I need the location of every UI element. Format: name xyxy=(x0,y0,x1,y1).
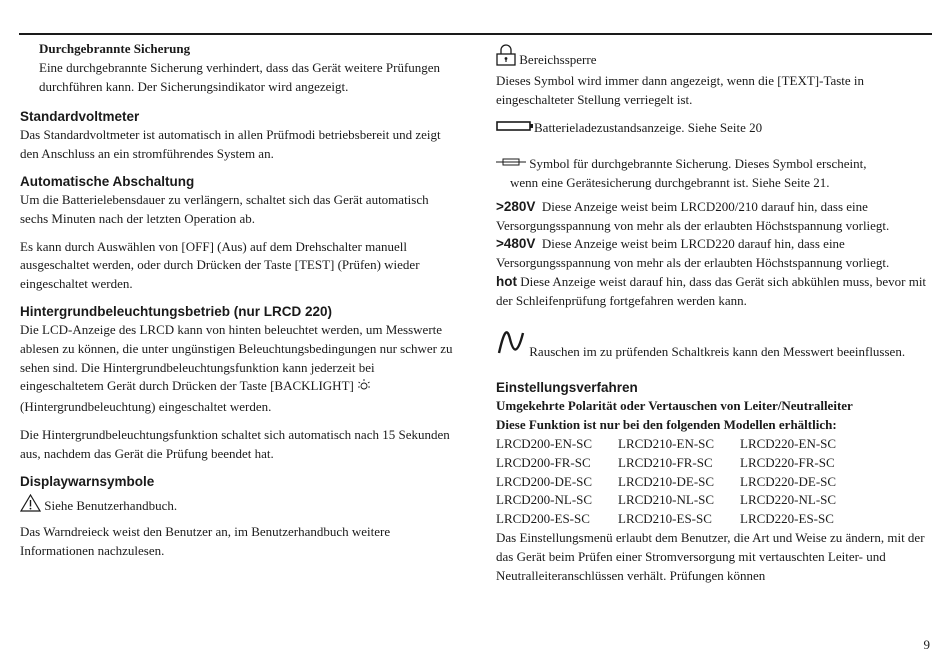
model-cell: LRCD200-DE-SC xyxy=(496,473,593,489)
model-cell: LRCD220-NL-SC xyxy=(740,492,837,508)
model-cell: LRCD220-DE-SC xyxy=(740,473,837,489)
manual-text: Siehe Benutzerhandbuch. xyxy=(44,497,178,513)
v280-paragraph xyxy=(496,198,932,236)
hot-tag: hot xyxy=(496,273,517,289)
model-cell: LRCD200-FR-SC xyxy=(496,454,591,470)
page-number: 9 xyxy=(923,637,930,652)
fuse-section-title: Durchgebrannte Sicherung xyxy=(39,41,191,56)
auto-off-text-2: Es kann durch Auswählen von [OFF] (Aus) auf dem Drehschalter manuell ausgeschaltet werden, oder durch Drücken der Taste [TEST] (Prüfen) wieder eingeschaltet werden. xyxy=(20,238,420,292)
hot-paragraph xyxy=(496,273,932,311)
standard-voltmeter-text: Das Standardvoltmeter ist automatisch in allen Prüfmodi betriebsbereit und zeigt den Anschluss an ein stromführendes System an. xyxy=(20,127,441,162)
model-cell: LRCD210-DE-SC xyxy=(618,473,715,489)
model-cell: LRCD200-NL-SC xyxy=(496,492,593,508)
model-cell: LRCD220-FR-SC xyxy=(740,454,835,470)
fuse-icon xyxy=(496,153,526,172)
fuse-symbol-text: Symbol für durchgebrannte Sicherung. Dieses Symbol erscheint, xyxy=(529,156,867,172)
backlight-text-1 xyxy=(20,321,458,417)
backlight-icon xyxy=(357,378,371,398)
model-cell: LRCD210-EN-SC xyxy=(618,435,715,451)
model-cell: LRCD210-NL-SC xyxy=(618,492,715,508)
backlight-heading: Hintergrundbeleuchtungsbetrieb (nur LRCD 220) xyxy=(20,303,333,319)
model-cell: LRCD200-ES-SC xyxy=(496,511,590,527)
noise-wave-icon xyxy=(496,327,526,363)
fuse-symbol-text-2: wenn eine Gerätesicherung durchgebrannt ist. Siehe Seite 21. xyxy=(510,174,830,190)
setup-sub-2: Diese Funktion ist nur bei den folgenden Modellen erhältlich: xyxy=(496,417,837,433)
battery-text: Batterieladezustandsanzeige. Siehe Seite 20 xyxy=(534,120,763,136)
standard-voltmeter-heading: Standardvoltmeter xyxy=(20,109,140,125)
noise-line xyxy=(496,327,932,363)
auto-off-text-1: Um die Batterielebensdauer zu verlängern, schaltet sich das Gerät automatisch sechs Minuten nach der letzten Operation ab. xyxy=(20,191,429,226)
model-cell: LRCD210-FR-SC xyxy=(618,454,713,470)
hot-text: Diese Anzeige weist darauf hin, dass das Gerät sich abkühlen muss, bevor mit der Schleifenprüfung fortgefahren werden kann. xyxy=(496,273,927,308)
setup-text: Das Einstellungsmenü erlaubt dem Benutzer, die Art und Weise zu ändern, mit der das Gerät beim Prüfen einer Stromversorgung mit vertauschten Leiter- und Neutralleiteranschlüssen verhält. Prüfungen können xyxy=(496,529,925,583)
left-column xyxy=(20,40,458,561)
model-cell: LRCD220-ES-SC xyxy=(740,511,834,527)
backlight-text-2: Die Hintergrundbeleuchtungsfunktion schaltet sich automatisch nach 15 Sekunden aus, nachdem das Gerät die Prüfung beendet hat. xyxy=(20,426,450,461)
battery-icon xyxy=(496,118,534,137)
warning-triangle-icon xyxy=(20,494,41,518)
model-cell: LRCD200-EN-SC xyxy=(496,435,593,451)
lock-line xyxy=(496,44,932,72)
battery-line xyxy=(496,118,932,138)
model-cell: LRCD210-ES-SC xyxy=(618,511,712,527)
padlock-icon xyxy=(496,44,516,72)
top-rule xyxy=(19,33,932,35)
v480-tag: >480V xyxy=(496,236,536,252)
models-table xyxy=(496,435,932,529)
right-column xyxy=(496,44,932,585)
noise-text: Rauschen im zu prüfenden Schaltkreis kann den Messwert beeinflussen. xyxy=(529,343,906,359)
v480-paragraph xyxy=(496,235,932,273)
backlight-text-1b: (Hintergrundbeleuchtung) eingeschaltet werden. xyxy=(20,399,272,415)
setup-sub-1: Umgekehrte Polarität oder Vertauschen von Leiter/Neutralleiter xyxy=(496,398,853,414)
model-cell: LRCD220-EN-SC xyxy=(740,435,837,451)
display-warnings-heading: Displaywarnsymbole xyxy=(20,473,155,489)
v280-tag: >280V xyxy=(496,198,536,214)
v480-text: Diese Anzeige weist beim LRCD220 darauf hin, dass eine Versorgungsspannung von mehr als der erlaubten Höchstspannung vorliegt. xyxy=(496,236,890,271)
lock-text: Dieses Symbol wird immer dann angezeigt, wenn die [TEXT]-Taste in eingeschalteter Stellung verriegelt ist. xyxy=(496,72,865,107)
auto-off-heading: Automatische Abschaltung xyxy=(20,173,195,189)
manual-line xyxy=(20,494,458,518)
backlight-text-1a: Die LCD-Anzeige des LRCD kann von hinten beleuchtet werden, um Messwerte ablesen zu können, die unter ungünstigen Beleuchtungsbedingungen nur schwer zu sehen sind. Die Hintergrundbeleuchtungsfunktion kann jederzeit bei eingeschaltetem Gerät durch Drücken der Taste [BACKLIGHT] xyxy=(20,321,453,394)
lock-label: Bereichssperre xyxy=(519,52,597,67)
fuse-section-text: Eine durchgebrannte Sicherung verhindert, dass das Gerät weitere Prüfungen durchführen kann. Der Sicherungsindikator wird angezeigt. xyxy=(39,59,441,94)
warning-triangle-text: Das Warndreieck weist den Benutzer an, im Benutzerhandbuch weitere Informationen nachzulesen. xyxy=(20,524,391,559)
setup-heading: Einstellungsverfahren xyxy=(496,380,638,396)
fuse-symbol-line xyxy=(496,153,932,174)
v280-text: Diese Anzeige weist beim LRCD200/210 darauf hin, dass eine Versorgungsspannung von mehr als der erlaubten Höchstspannung vorliegt. xyxy=(496,198,890,233)
